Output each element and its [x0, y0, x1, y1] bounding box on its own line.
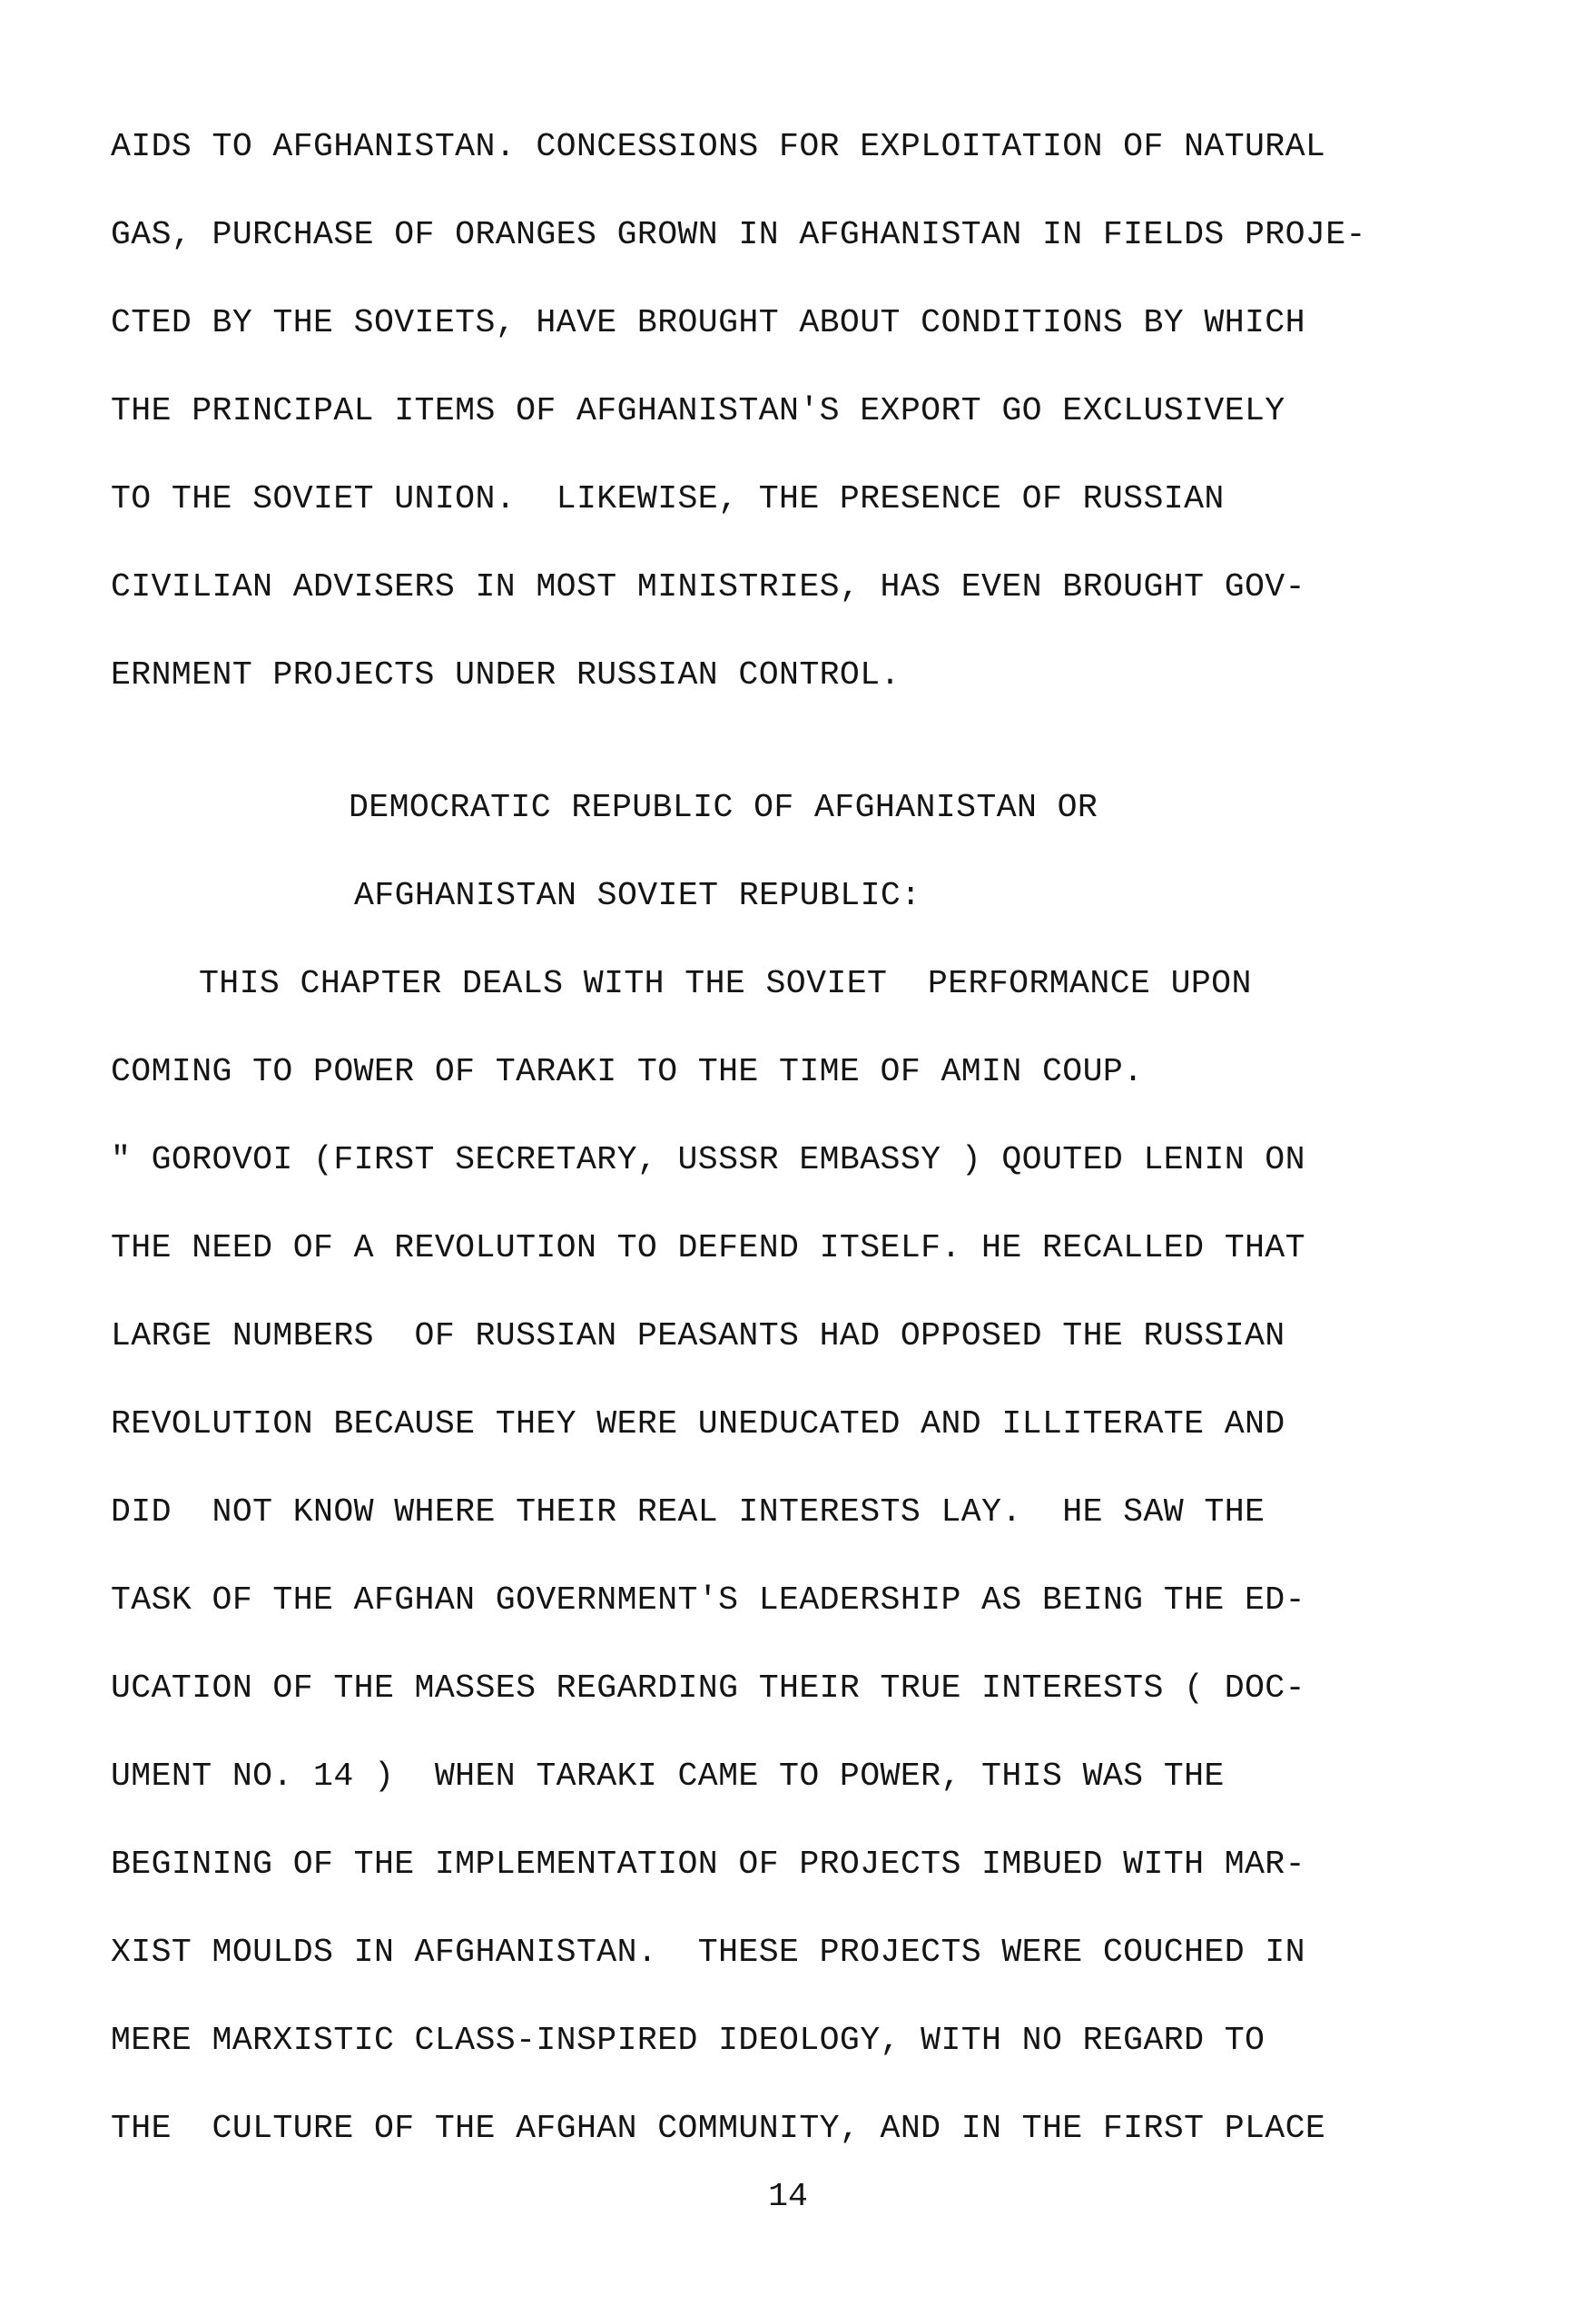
text-line: CTED BY THE SOVIETS, HAVE BROUGHT ABOUT CONDITIONS BY WHICH	[111, 304, 1305, 341]
text-line: TO THE SOVIET UNION. LIKEWISE, THE PRESENCE OF RUSSIAN	[111, 480, 1225, 517]
text-line: " GOROVOI (FIRST SECRETARY, USSSR EMBASSY ) QOUTED LENIN ON	[111, 1141, 1305, 1178]
text-line: DID NOT KNOW WHERE THEIR REAL INTERESTS LAY. HE SAW THE	[111, 1493, 1266, 1531]
heading-line: DEMOCRATIC REPUBLIC OF AFGHANISTAN OR	[349, 789, 1098, 826]
text-line: REVOLUTION BECAUSE THEY WERE UNEDUCATED AND ILLITERATE AND	[111, 1405, 1285, 1443]
text-line: LARGE NUMBERS OF RUSSIAN PEASANTS HAD OPPOSED THE RUSSIAN	[111, 1317, 1285, 1354]
page-number: 14	[768, 2178, 808, 2215]
text-line: COMING TO POWER OF TARAKI TO THE TIME OF AMIN COUP.	[111, 1053, 1144, 1090]
text-line: XIST MOULDS IN AFGHANISTAN. THESE PROJECTS WERE COUCHED IN	[111, 1934, 1305, 1971]
text-line: CIVILIAN ADVISERS IN MOST MINISTRIES, HAS EVEN BROUGHT GOV-	[111, 568, 1305, 606]
text-line: THIS CHAPTER DEALS WITH THE SOVIET PERFORMANCE UPON	[199, 965, 1252, 1002]
text-line: BEGINING OF THE IMPLEMENTATION OF PROJECTS IMBUED WITH MAR-	[111, 1846, 1305, 1883]
text-line: UMENT NO. 14 ) WHEN TARAKI CAME TO POWER, THIS WAS THE	[111, 1758, 1225, 1795]
text-line: GAS, PURCHASE OF ORANGES GROWN IN AFGHANISTAN IN FIELDS PROJE-	[111, 216, 1366, 253]
heading-line: AFGHANISTAN SOVIET REPUBLIC:	[354, 877, 921, 914]
text-line: THE CULTURE OF THE AFGHAN COMMUNITY, AND IN THE FIRST PLACE	[111, 2110, 1326, 2147]
text-line: TASK OF THE AFGHAN GOVERNMENT'S LEADERSHIP AS BEING THE ED-	[111, 1581, 1305, 1619]
text-line: MERE MARXISTIC CLASS-INSPIRED IDEOLOGY, WITH NO REGARD TO	[111, 2022, 1266, 2059]
text-line: AIDS TO AFGHANISTAN. CONCESSIONS FOR EXPLOITATION OF NATURAL	[111, 128, 1326, 165]
text-line: THE NEED OF A REVOLUTION TO DEFEND ITSELF. HE RECALLED THAT	[111, 1229, 1305, 1266]
text-line: ERNMENT PROJECTS UNDER RUSSIAN CONTROL.	[111, 656, 901, 694]
text-line: THE PRINCIPAL ITEMS OF AFGHANISTAN'S EXPORT GO EXCLUSIVELY	[111, 392, 1285, 429]
text-line: UCATION OF THE MASSES REGARDING THEIR TRUE INTERESTS ( DOC-	[111, 1669, 1305, 1707]
